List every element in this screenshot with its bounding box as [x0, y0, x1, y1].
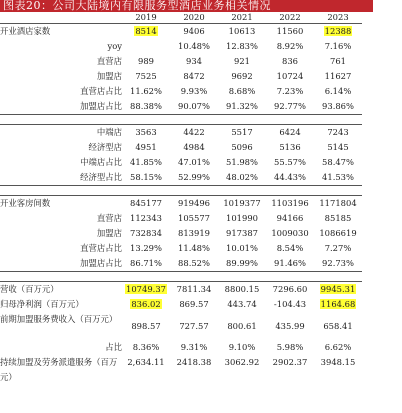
- value-cell: [170, 24, 218, 40]
- cell-value: 8.68%: [228, 86, 256, 96]
- value-cell: [122, 297, 170, 312]
- row-label: 加盟店占比: [80, 101, 122, 111]
- cell-value: 917387: [226, 228, 258, 238]
- row-label: 加盟店占比: [80, 258, 122, 268]
- separator-cell: [0, 272, 122, 282]
- row-label: 开业酒店家数: [0, 26, 51, 36]
- value-cell: [314, 140, 362, 155]
- cell-value: 727.57: [179, 320, 209, 331]
- row-label: 经济型占比: [80, 172, 122, 182]
- cell-value: 41.85%: [130, 157, 162, 167]
- value-cell: [266, 155, 314, 170]
- value-cell: [314, 282, 362, 298]
- row-label: 归母净利润（百万元）: [0, 299, 84, 309]
- value-cell: [170, 39, 218, 54]
- value-cell: [266, 355, 314, 385]
- year-header: 2021: [218, 12, 266, 24]
- table-row: [0, 340, 362, 355]
- value-cell: [170, 340, 218, 355]
- year-header: 2020: [170, 12, 218, 24]
- cell-value: 94166: [276, 213, 304, 223]
- row-label: 占比: [105, 342, 122, 352]
- value-cell: [314, 54, 362, 69]
- cell-value: 2902.37: [272, 357, 308, 367]
- row-label: 加盟店: [96, 228, 122, 238]
- table-row: [0, 155, 362, 170]
- separator-cell: [0, 115, 122, 125]
- cell-value: 898.57: [131, 320, 161, 331]
- table-row: [0, 297, 362, 312]
- value-cell: [266, 256, 314, 272]
- row-label: 前期加盟服务费收入（百万元）: [0, 314, 118, 324]
- value-cell: [314, 170, 362, 186]
- value-cell: [122, 211, 170, 226]
- table-row: [0, 84, 362, 99]
- cell-value: 1103196: [271, 198, 309, 208]
- cell-value: 8472: [183, 71, 205, 81]
- value-cell: [314, 256, 362, 272]
- cell-value: 5145: [327, 142, 349, 152]
- value-cell: [170, 170, 218, 186]
- year-header: 2022: [266, 12, 314, 24]
- cell-value: 13.29%: [130, 243, 162, 253]
- hotel-business-table: [0, 12, 362, 385]
- value-cell: [314, 84, 362, 99]
- cell-value: 4422: [183, 127, 205, 137]
- cell-value: 55.57%: [274, 157, 306, 167]
- row-label: 中端店: [96, 127, 122, 137]
- value-cell: [122, 84, 170, 99]
- separator-cell: [122, 115, 170, 125]
- table-row: [0, 125, 362, 141]
- cell-value: 5517: [231, 127, 253, 137]
- table-row: [0, 99, 362, 115]
- cell-value: 9.10%: [228, 342, 256, 352]
- cell-value: 11627: [324, 71, 352, 81]
- section-separator: [0, 272, 362, 282]
- cell-value: 1086619: [319, 228, 357, 238]
- cell-value: 93.86%: [322, 101, 354, 111]
- value-cell: [266, 226, 314, 241]
- separator-cell: [314, 186, 362, 196]
- cell-value: 10724: [276, 71, 304, 81]
- cell-value: 10.01%: [226, 243, 258, 253]
- cell-value: 89.99%: [226, 258, 258, 268]
- separator-cell: [170, 186, 218, 196]
- value-cell: [122, 196, 170, 212]
- value-cell: [314, 24, 362, 40]
- cell-value: 3563: [135, 127, 157, 137]
- value-cell: [266, 39, 314, 54]
- cell-value: 44.43%: [274, 172, 306, 182]
- value-cell: [266, 196, 314, 212]
- highlighted-value: 1164.68: [320, 299, 356, 309]
- value-cell: [218, 99, 266, 115]
- row-label: 中端店占比: [80, 157, 122, 167]
- cell-value: 761: [330, 56, 346, 66]
- value-cell: [170, 297, 218, 312]
- separator-cell: [170, 115, 218, 125]
- value-cell: [218, 312, 266, 340]
- value-cell: [266, 69, 314, 84]
- separator-cell: [122, 186, 170, 196]
- table-row: [0, 226, 362, 241]
- value-cell: [314, 155, 362, 170]
- cell-value: 800.61: [227, 320, 257, 331]
- value-cell: [122, 226, 170, 241]
- value-cell: [122, 39, 170, 54]
- cell-value: 1171804: [319, 198, 357, 208]
- section-separator: [0, 186, 362, 196]
- value-cell: [266, 211, 314, 226]
- row-label: 直营店占比: [80, 243, 122, 253]
- cell-value: 92.77%: [274, 101, 306, 111]
- cell-value: 92.73%: [322, 258, 354, 268]
- cell-value: 5136: [279, 142, 301, 152]
- cell-value: 813919: [178, 228, 210, 238]
- value-cell: [122, 282, 170, 298]
- cell-value: 88.52%: [178, 258, 210, 268]
- highlighted-value: 12388: [324, 26, 352, 36]
- value-cell: [314, 39, 362, 54]
- table-row: [0, 39, 362, 54]
- value-cell: [266, 140, 314, 155]
- cell-value: 8.54%: [276, 243, 304, 253]
- cell-value: 836: [282, 56, 298, 66]
- value-cell: [314, 99, 362, 115]
- cell-value: 9.93%: [180, 86, 208, 96]
- value-cell: [266, 340, 314, 355]
- value-cell: [170, 54, 218, 69]
- value-cell: [266, 297, 314, 312]
- value-cell: [218, 140, 266, 155]
- value-cell: [314, 241, 362, 256]
- cell-value: 58.15%: [130, 172, 162, 182]
- cell-value: 91.46%: [274, 258, 306, 268]
- cell-value: 112343: [130, 213, 162, 223]
- cell-value: 85185: [324, 213, 352, 223]
- cell-value: 435.99: [275, 320, 305, 331]
- value-cell: [266, 54, 314, 69]
- row-label: 直营店: [96, 56, 122, 66]
- value-cell: [266, 99, 314, 115]
- cell-value: 658.41: [323, 320, 353, 331]
- separator-cell: [266, 186, 314, 196]
- cell-value: 934: [186, 56, 202, 66]
- cell-value: 9406: [183, 26, 205, 36]
- table-row: [0, 211, 362, 226]
- value-cell: [122, 355, 170, 385]
- value-cell: [266, 170, 314, 186]
- cell-value: 2,634.11: [127, 357, 165, 367]
- cell-value: 7243: [327, 127, 349, 137]
- cell-value: 4951: [135, 142, 157, 152]
- value-cell: [218, 297, 266, 312]
- value-cell: [218, 196, 266, 212]
- year-header: 2023: [314, 12, 362, 24]
- cell-value: 1019377: [223, 198, 261, 208]
- separator-cell: [314, 115, 362, 125]
- separator-cell: [0, 186, 122, 196]
- separator-cell: [170, 272, 218, 282]
- row-label: 开业客房间数: [0, 198, 51, 208]
- value-cell: [170, 140, 218, 155]
- value-cell: [170, 196, 218, 212]
- value-cell: [170, 125, 218, 141]
- value-cell: [218, 69, 266, 84]
- year-header: 2019: [122, 12, 170, 24]
- table-row: [0, 256, 362, 272]
- cell-value: 2418.38: [176, 357, 212, 367]
- value-cell: [266, 282, 314, 298]
- value-cell: [314, 297, 362, 312]
- separator-cell: [266, 272, 314, 282]
- value-cell: [170, 211, 218, 226]
- value-cell: [218, 355, 266, 385]
- table-row: [0, 355, 362, 385]
- row-label: 直营店占比: [80, 86, 122, 96]
- cell-value: 443.74: [227, 299, 257, 309]
- cell-value: 5096: [231, 142, 253, 152]
- value-cell: [122, 99, 170, 115]
- cell-value: 90.07%: [178, 101, 210, 111]
- value-cell: [122, 312, 170, 340]
- value-cell: [218, 340, 266, 355]
- table-row: [0, 170, 362, 186]
- cell-value: 6.14%: [324, 86, 352, 96]
- cell-value: 6424: [279, 127, 301, 137]
- cell-value: 6.62%: [324, 342, 352, 352]
- cell-value: 88.38%: [130, 101, 162, 111]
- row-label: 营收（百万元）: [0, 284, 59, 294]
- value-cell: [122, 155, 170, 170]
- cell-value: 41.53%: [322, 172, 354, 182]
- cell-value: 9.31%: [180, 342, 208, 352]
- value-cell: [266, 241, 314, 256]
- value-cell: [266, 84, 314, 99]
- value-cell: [218, 282, 266, 298]
- header-blank: [0, 12, 122, 24]
- cell-value: 5.98%: [276, 342, 304, 352]
- value-cell: [170, 84, 218, 99]
- cell-value: 845177: [130, 198, 162, 208]
- value-cell: [170, 155, 218, 170]
- cell-value: 11.48%: [178, 243, 210, 253]
- cell-value: 52.99%: [178, 172, 210, 182]
- cell-value: 48.02%: [226, 172, 258, 182]
- value-cell: [122, 340, 170, 355]
- value-cell: [218, 39, 266, 54]
- cell-value: 86.71%: [130, 258, 162, 268]
- cell-value: 4984: [183, 142, 205, 152]
- cell-value: 869.57: [179, 299, 209, 309]
- table-row: [0, 282, 362, 298]
- value-cell: [314, 69, 362, 84]
- cell-value: 732834: [130, 228, 162, 238]
- value-cell: [218, 54, 266, 69]
- cell-value: 3948.15: [320, 357, 356, 367]
- value-cell: [218, 226, 266, 241]
- value-cell: [266, 312, 314, 340]
- cell-value: 105577: [178, 213, 210, 223]
- cell-value: 58.47%: [322, 157, 354, 167]
- value-cell: [170, 282, 218, 298]
- value-cell: [122, 24, 170, 40]
- row-label: 持续加盟及劳务派遣服务（百万元）: [0, 357, 118, 382]
- value-cell: [218, 125, 266, 141]
- cell-value: 989: [138, 56, 154, 66]
- value-cell: [122, 69, 170, 84]
- value-cell: [122, 54, 170, 69]
- value-cell: [218, 241, 266, 256]
- table-row: [0, 241, 362, 256]
- cell-value: 8.92%: [276, 41, 304, 51]
- separator-cell: [266, 115, 314, 125]
- value-cell: [218, 155, 266, 170]
- value-cell: [314, 125, 362, 141]
- highlighted-value: 8514: [135, 26, 157, 36]
- cell-value: 8.36%: [132, 342, 160, 352]
- value-cell: [170, 312, 218, 340]
- value-cell: [266, 24, 314, 40]
- cell-value: 11560: [276, 26, 304, 36]
- value-cell: [218, 24, 266, 40]
- value-cell: [218, 256, 266, 272]
- header-row: [0, 12, 362, 24]
- figure-title: 图表20：公司大陆境内有限服务型酒店业务相关情况: [0, 0, 373, 12]
- value-cell: [122, 170, 170, 186]
- cell-value: 7296.60: [272, 284, 308, 294]
- cell-value: 7811.34: [176, 284, 212, 294]
- section-separator: [0, 115, 362, 125]
- value-cell: [170, 99, 218, 115]
- value-cell: [218, 170, 266, 186]
- cell-value: 3062.92: [224, 357, 260, 367]
- value-cell: [170, 69, 218, 84]
- separator-cell: [218, 115, 266, 125]
- cell-value: -104.43: [273, 299, 307, 309]
- highlighted-value: 836.02: [131, 299, 161, 309]
- value-cell: [314, 312, 362, 340]
- value-cell: [314, 226, 362, 241]
- value-cell: [170, 355, 218, 385]
- value-cell: [170, 241, 218, 256]
- highlighted-value: 10749.37: [126, 284, 166, 294]
- cell-value: 101990: [226, 213, 258, 223]
- value-cell: [218, 84, 266, 99]
- value-cell: [218, 211, 266, 226]
- cell-value: 7.27%: [324, 243, 352, 253]
- cell-value: 11.62%: [130, 86, 162, 96]
- value-cell: [314, 340, 362, 355]
- cell-value: 9692: [231, 71, 253, 81]
- cell-value: 12.83%: [226, 41, 258, 51]
- cell-value: 10.48%: [178, 41, 210, 51]
- row-label: yoy: [107, 41, 122, 51]
- cell-value: 7525: [135, 71, 157, 81]
- value-cell: [122, 125, 170, 141]
- highlighted-value: 9945.31: [320, 284, 356, 294]
- cell-value: 8800.15: [224, 284, 260, 294]
- row-label: 直营店: [96, 213, 122, 223]
- table-row: [0, 140, 362, 155]
- table-row: [0, 24, 362, 40]
- separator-cell: [218, 272, 266, 282]
- cell-value: 47.01%: [178, 157, 210, 167]
- value-cell: [170, 256, 218, 272]
- cell-value: 1009030: [271, 228, 309, 238]
- value-cell: [122, 256, 170, 272]
- cell-value: 921: [234, 56, 250, 66]
- separator-cell: [218, 186, 266, 196]
- value-cell: [122, 241, 170, 256]
- row-label: 加盟店: [96, 71, 122, 81]
- value-cell: [314, 211, 362, 226]
- cell-value: 7.23%: [276, 86, 304, 96]
- cell-value: 51.98%: [226, 157, 258, 167]
- value-cell: [122, 140, 170, 155]
- value-cell: [266, 125, 314, 141]
- value-cell: [170, 226, 218, 241]
- separator-cell: [122, 272, 170, 282]
- separator-cell: [314, 272, 362, 282]
- table-row: [0, 69, 362, 84]
- cell-value: 919496: [178, 198, 210, 208]
- table-row: [0, 312, 362, 340]
- table-row: [0, 196, 362, 212]
- row-label: 经济型店: [88, 142, 122, 152]
- cell-value: 10613: [228, 26, 256, 36]
- cell-value: 91.32%: [226, 101, 258, 111]
- value-cell: [314, 196, 362, 212]
- cell-value: 7.16%: [324, 41, 352, 51]
- value-cell: [314, 355, 362, 385]
- table-row: [0, 54, 362, 69]
